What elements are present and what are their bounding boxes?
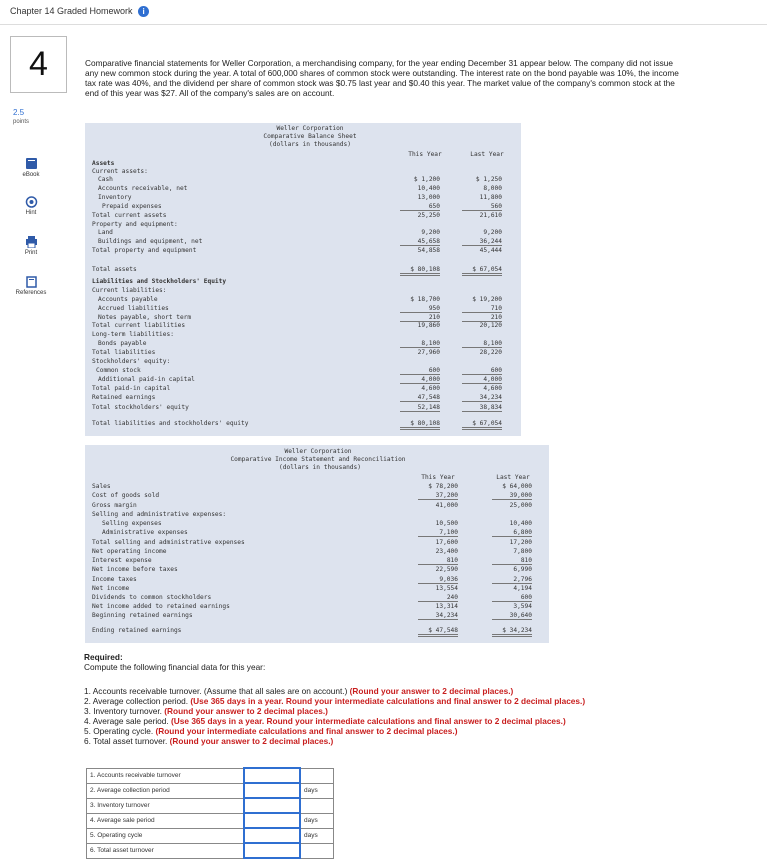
answer-input[interactable] xyxy=(245,844,299,857)
answer-input-cell xyxy=(244,783,300,798)
answer-label: 2. Average collection period xyxy=(87,783,245,798)
income-row-last-year: 39,000 xyxy=(492,492,532,500)
income-row-label: Selling expenses xyxy=(102,520,162,527)
required-item-note: (Round your answer to 2 decimal places.) xyxy=(349,686,514,696)
required-item-note: (Use 365 days in a year. Round your intermediate calculations and final answer to 2 decimal places.) xyxy=(171,716,566,726)
income-row-label: Gross margin xyxy=(92,502,137,509)
income-row-this-year: 10,500 xyxy=(435,520,458,527)
required-item-note: (Use 365 days in a year. Round your intermediate calculations and final answer to 2 decimal places.) xyxy=(190,696,586,706)
answer-input-cell xyxy=(244,843,300,858)
balance-row-this-year: 25,250 xyxy=(417,212,440,219)
balance-row-last-year: 710 xyxy=(462,305,502,313)
required-item xyxy=(84,686,724,696)
income-row-label: Administrative expenses xyxy=(102,529,188,536)
balance-row-this-year: 47,548 xyxy=(400,394,440,402)
income-row-label: Income taxes xyxy=(92,576,137,583)
references-button[interactable] xyxy=(10,276,52,296)
balance-row-last-year: 9,200 xyxy=(483,229,502,236)
income-row-label: Net income before taxes xyxy=(92,566,178,573)
balance-row-this-year: 10,400 xyxy=(417,185,440,192)
answer-unit: days xyxy=(300,828,334,843)
ebook-button[interactable] xyxy=(10,158,52,178)
balance-row-last-year: 20,120 xyxy=(479,322,502,329)
printer-icon xyxy=(25,236,38,248)
balance-row-last-year: 4,600 xyxy=(483,385,502,392)
answer-input[interactable] xyxy=(245,769,299,782)
book-icon xyxy=(25,158,38,170)
income-row-this-year: 810 xyxy=(418,557,458,565)
income-row-this-year: $ 78,200 xyxy=(428,483,458,490)
page-header xyxy=(10,6,149,17)
balance-row-last-year: 21,610 xyxy=(479,212,502,219)
balance-row-last-year: 38,834 xyxy=(462,404,502,412)
balance-row-label: Current assets: xyxy=(92,168,148,175)
balance-row-last-year: 34,234 xyxy=(462,394,502,402)
required-item xyxy=(84,706,724,716)
answer-row xyxy=(87,828,334,843)
balance-row-label: Current liabilities: xyxy=(92,287,167,294)
balance-row-label: Inventory xyxy=(98,194,132,201)
required-item-text: 1. Accounts receivable turnover. (Assume that all sales are on account.) xyxy=(84,686,350,696)
references-icon xyxy=(25,276,38,288)
balance-row-last-year: 36,244 xyxy=(462,238,502,246)
required-item xyxy=(84,716,724,726)
required-item xyxy=(84,726,724,736)
balance-row-this-year: 19,860 xyxy=(417,322,440,329)
answer-row xyxy=(87,843,334,858)
balance-row-last-year: 8,000 xyxy=(483,185,502,192)
income-row-label: Beginning retained earnings xyxy=(92,612,193,619)
income-row-this-year: 9,036 xyxy=(418,576,458,584)
balance-row-label: Total current assets xyxy=(92,212,167,219)
income-row-last-year: 10,400 xyxy=(509,520,532,527)
question-intro: Comparative financial statements for Weller Corporation, a merchandising company, for the year ending December 31 appear below. The company did not issue any new common stock during the year. A total of 600,000 shares of common stock were outstanding. The interest rate on the bond payable was 10%, the income tax rate was 40%, and the dividend per share of common stock was $0.75 last year and $0.40 this year. The market value of the company's common stock at the end of this year was $27. All of the company's sales are on account. xyxy=(85,58,679,98)
answer-unit xyxy=(300,843,334,858)
print-label: Print xyxy=(24,250,38,256)
required-item-text: 3. Inventory turnover. xyxy=(84,706,165,716)
balance-row-label: Accounts payable xyxy=(98,296,158,303)
balance-row-last-year: 28,220 xyxy=(479,349,502,356)
income-row-last-year: 7,800 xyxy=(513,548,532,555)
balance-row-label: Total paid-in capital xyxy=(92,385,171,392)
answer-label: 5. Operating cycle xyxy=(87,828,245,843)
required-item-note: (Round your answer to 2 decimal places.) xyxy=(169,736,334,746)
balance-row-last-year: 45,444 xyxy=(479,247,502,254)
answer-input-cell xyxy=(244,828,300,843)
income-row-label: Total selling and administrative expenses xyxy=(92,539,245,546)
answer-input-cell xyxy=(244,768,300,783)
answer-input[interactable] xyxy=(245,814,299,827)
hint-button[interactable] xyxy=(10,196,52,216)
answer-table xyxy=(86,767,334,859)
balance-row-this-year: 52,148 xyxy=(400,404,440,412)
balance-title: Weller Corporation xyxy=(276,125,344,132)
answer-input-cell xyxy=(244,813,300,828)
income-row-last-year: 25,000 xyxy=(509,502,532,509)
balance-row-label: Total liabilities xyxy=(92,349,156,356)
answer-input-cell xyxy=(244,798,300,813)
balance-row-label: Buildings and equipment, net xyxy=(98,238,203,245)
income-row-this-year: 17,600 xyxy=(435,539,458,546)
balance-col-this-year: This Year xyxy=(408,151,442,158)
balance-row-this-year: 45,658 xyxy=(400,238,440,246)
balance-row-label: Land xyxy=(98,229,113,236)
balance-row-this-year: $ 1,200 xyxy=(413,176,440,183)
balance-row-last-year: 210 xyxy=(462,314,502,322)
answer-row xyxy=(87,798,334,813)
income-title: Weller Corporation xyxy=(284,448,352,455)
balance-row-label: Accounts receivable, net xyxy=(98,185,188,192)
income-row-label: Net income xyxy=(92,585,130,592)
income-row-last-year: 30,640 xyxy=(492,612,532,620)
balance-row-label: Common stock xyxy=(96,367,141,374)
balance-row-this-year: 8,100 xyxy=(400,340,440,348)
answer-row xyxy=(87,783,334,798)
balance-row-label: Total current liabilities xyxy=(92,322,186,329)
info-icon[interactable]: i xyxy=(138,6,149,17)
balance-row-last-year: 560 xyxy=(462,203,502,211)
answer-input[interactable] xyxy=(245,784,299,797)
income-row-label: Net operating income xyxy=(92,548,167,555)
balance-row-label: Retained earnings xyxy=(92,394,156,401)
income-row-this-year: 41,000 xyxy=(435,502,458,509)
income-row-label: Ending retained earnings xyxy=(92,627,182,634)
required-subtitle: Compute the following financial data for this year: xyxy=(84,662,266,672)
page-title: Chapter 14 Graded Homework xyxy=(10,6,133,16)
required-item-text: 2. Average collection period. xyxy=(84,696,191,706)
required-title: Required: xyxy=(84,652,123,662)
header-divider xyxy=(0,24,767,25)
income-row-last-year: 17,200 xyxy=(509,539,532,546)
balance-row-label: Total stockholders' equity xyxy=(92,404,189,411)
answer-label: 3. Inventory turnover xyxy=(87,798,245,813)
balance-row-label: Total assets xyxy=(92,266,137,273)
print-button[interactable] xyxy=(10,236,52,256)
income-row-this-year: 22,590 xyxy=(435,566,458,573)
references-label: References xyxy=(15,290,47,296)
income-row-this-year: 13,554 xyxy=(435,585,458,592)
required-item-text: 4. Average sale period. xyxy=(84,716,172,726)
hint-icon xyxy=(25,196,38,208)
required-item-text: 6. Total asset turnover. xyxy=(84,736,170,746)
answer-row xyxy=(87,768,334,783)
answer-unit: days xyxy=(300,813,334,828)
income-row-label: Sales xyxy=(92,483,111,490)
balance-row-label: Additional paid-in capital xyxy=(98,376,195,383)
income-row-label: Net income added to retained earnings xyxy=(92,603,230,610)
income-row-this-year: 7,100 xyxy=(418,529,458,537)
income-row-last-year: $ 34,234 xyxy=(492,627,532,637)
income-row-label: Cost of goods sold xyxy=(92,492,160,499)
answer-input[interactable] xyxy=(245,829,299,842)
balance-row-this-year: 54,858 xyxy=(417,247,440,254)
balance-row-label: Cash xyxy=(98,176,113,183)
balance-row-this-year: 9,200 xyxy=(421,229,440,236)
balance-row-this-year: $ 18,700 xyxy=(410,296,440,303)
ebook-label: eBook xyxy=(22,172,40,178)
income-row-last-year: 6,990 xyxy=(513,566,532,573)
required-item xyxy=(84,736,724,746)
balance-row-this-year: 650 xyxy=(400,203,440,211)
answer-input[interactable] xyxy=(245,799,299,812)
income-row-last-year: 6,800 xyxy=(492,529,532,537)
balance-row-label: Notes payable, short term xyxy=(98,314,192,321)
balance-subtitle: Comparative Balance Sheet xyxy=(263,133,357,140)
answer-label: 4. Average sale period xyxy=(87,813,245,828)
balance-col-last-year: Last Year xyxy=(470,151,504,158)
income-row-this-year: 13,314 xyxy=(435,603,458,610)
income-row-last-year: 600 xyxy=(492,594,532,602)
balance-row-label: Assets xyxy=(92,160,115,167)
balance-row-label: Total property and equipment xyxy=(92,247,197,254)
hint-label: Hint xyxy=(25,210,37,216)
balance-row-last-year: 4,000 xyxy=(462,376,502,384)
balance-row-last-year: 8,100 xyxy=(462,340,502,348)
required-item xyxy=(84,696,724,706)
income-row-this-year: 240 xyxy=(418,594,458,602)
balance-row-this-year: 600 xyxy=(400,367,440,375)
income-row-last-year: 4,194 xyxy=(513,585,532,592)
balance-row-this-year: $ 80,108 xyxy=(400,266,440,276)
income-row-this-year: 37,200 xyxy=(418,492,458,500)
answer-unit xyxy=(300,798,334,813)
balance-row-this-year: 27,960 xyxy=(417,349,440,356)
income-col-last-year: Last Year xyxy=(496,474,530,481)
income-row-last-year: 2,796 xyxy=(492,576,532,584)
income-row-this-year: $ 47,548 xyxy=(418,627,458,637)
question-number: 4 xyxy=(29,45,48,83)
balance-row-this-year: 13,000 xyxy=(417,194,440,201)
answer-label: 6. Total asset turnover xyxy=(87,843,245,858)
balance-row-this-year: 950 xyxy=(400,305,440,313)
required-section xyxy=(84,652,265,672)
balance-row-last-year: 11,800 xyxy=(479,194,502,201)
balance-row-last-year: $ 67,054 xyxy=(462,420,502,430)
required-item-text: 5. Operating cycle. xyxy=(84,726,156,736)
income-row-this-year: 34,234 xyxy=(418,612,458,620)
income-row-this-year: 23,400 xyxy=(435,548,458,555)
required-list xyxy=(84,686,724,746)
balance-row-last-year: $ 67,054 xyxy=(462,266,502,276)
income-row-label: Selling and administrative expenses: xyxy=(92,511,227,518)
balance-row-label: Liabilities and Stockholders' Equity xyxy=(92,278,227,285)
income-row-label: Interest expense xyxy=(92,557,152,564)
balance-row-label: Accrued liabilities xyxy=(98,305,169,312)
points-value: 2.5 xyxy=(13,108,25,117)
income-row-label: Dividends to common stockholders xyxy=(92,594,212,601)
income-row-last-year: 810 xyxy=(492,557,532,565)
answer-unit xyxy=(300,768,334,783)
income-row-last-year: 3,594 xyxy=(513,603,532,610)
balance-row-last-year: 600 xyxy=(462,367,502,375)
balance-row-last-year: $ 19,200 xyxy=(472,296,502,303)
balance-row-this-year: 4,000 xyxy=(400,376,440,384)
income-col-this-year: This Year xyxy=(421,474,455,481)
income-subtitle: Comparative Income Statement and Reconciliation xyxy=(230,456,406,463)
question-number-box xyxy=(10,36,67,93)
balance-row-this-year: $ 80,108 xyxy=(400,420,440,430)
balance-row-label: Prepaid expenses xyxy=(102,203,162,210)
required-item-note: (Round your answer to 2 decimal places.) xyxy=(164,706,328,716)
balance-row-label: Long-term liabilities: xyxy=(92,331,174,338)
points-label: points xyxy=(13,119,30,125)
balance-row-last-year: $ 1,250 xyxy=(475,176,502,183)
balance-row-label: Stockholders' equity: xyxy=(92,358,171,365)
balance-row-label: Bonds payable xyxy=(98,340,147,347)
answer-label: 1. Accounts receivable turnover xyxy=(87,768,245,783)
answer-row xyxy=(87,813,334,828)
balance-units: (dollars in thousands) xyxy=(269,141,351,148)
balance-row-label: Property and equipment: xyxy=(92,221,178,228)
income-row-last-year: $ 64,000 xyxy=(502,483,532,490)
answer-unit: days xyxy=(300,783,334,798)
required-item-note: (Round your intermediate calculations and final answer to 2 decimal places.) xyxy=(155,726,458,736)
income-units: (dollars in thousands) xyxy=(279,464,361,471)
balance-row-this-year: 210 xyxy=(400,314,440,322)
balance-row-this-year: 4,600 xyxy=(421,385,440,392)
balance-row-label: Total liabilities and stockholders' equity xyxy=(92,420,249,427)
